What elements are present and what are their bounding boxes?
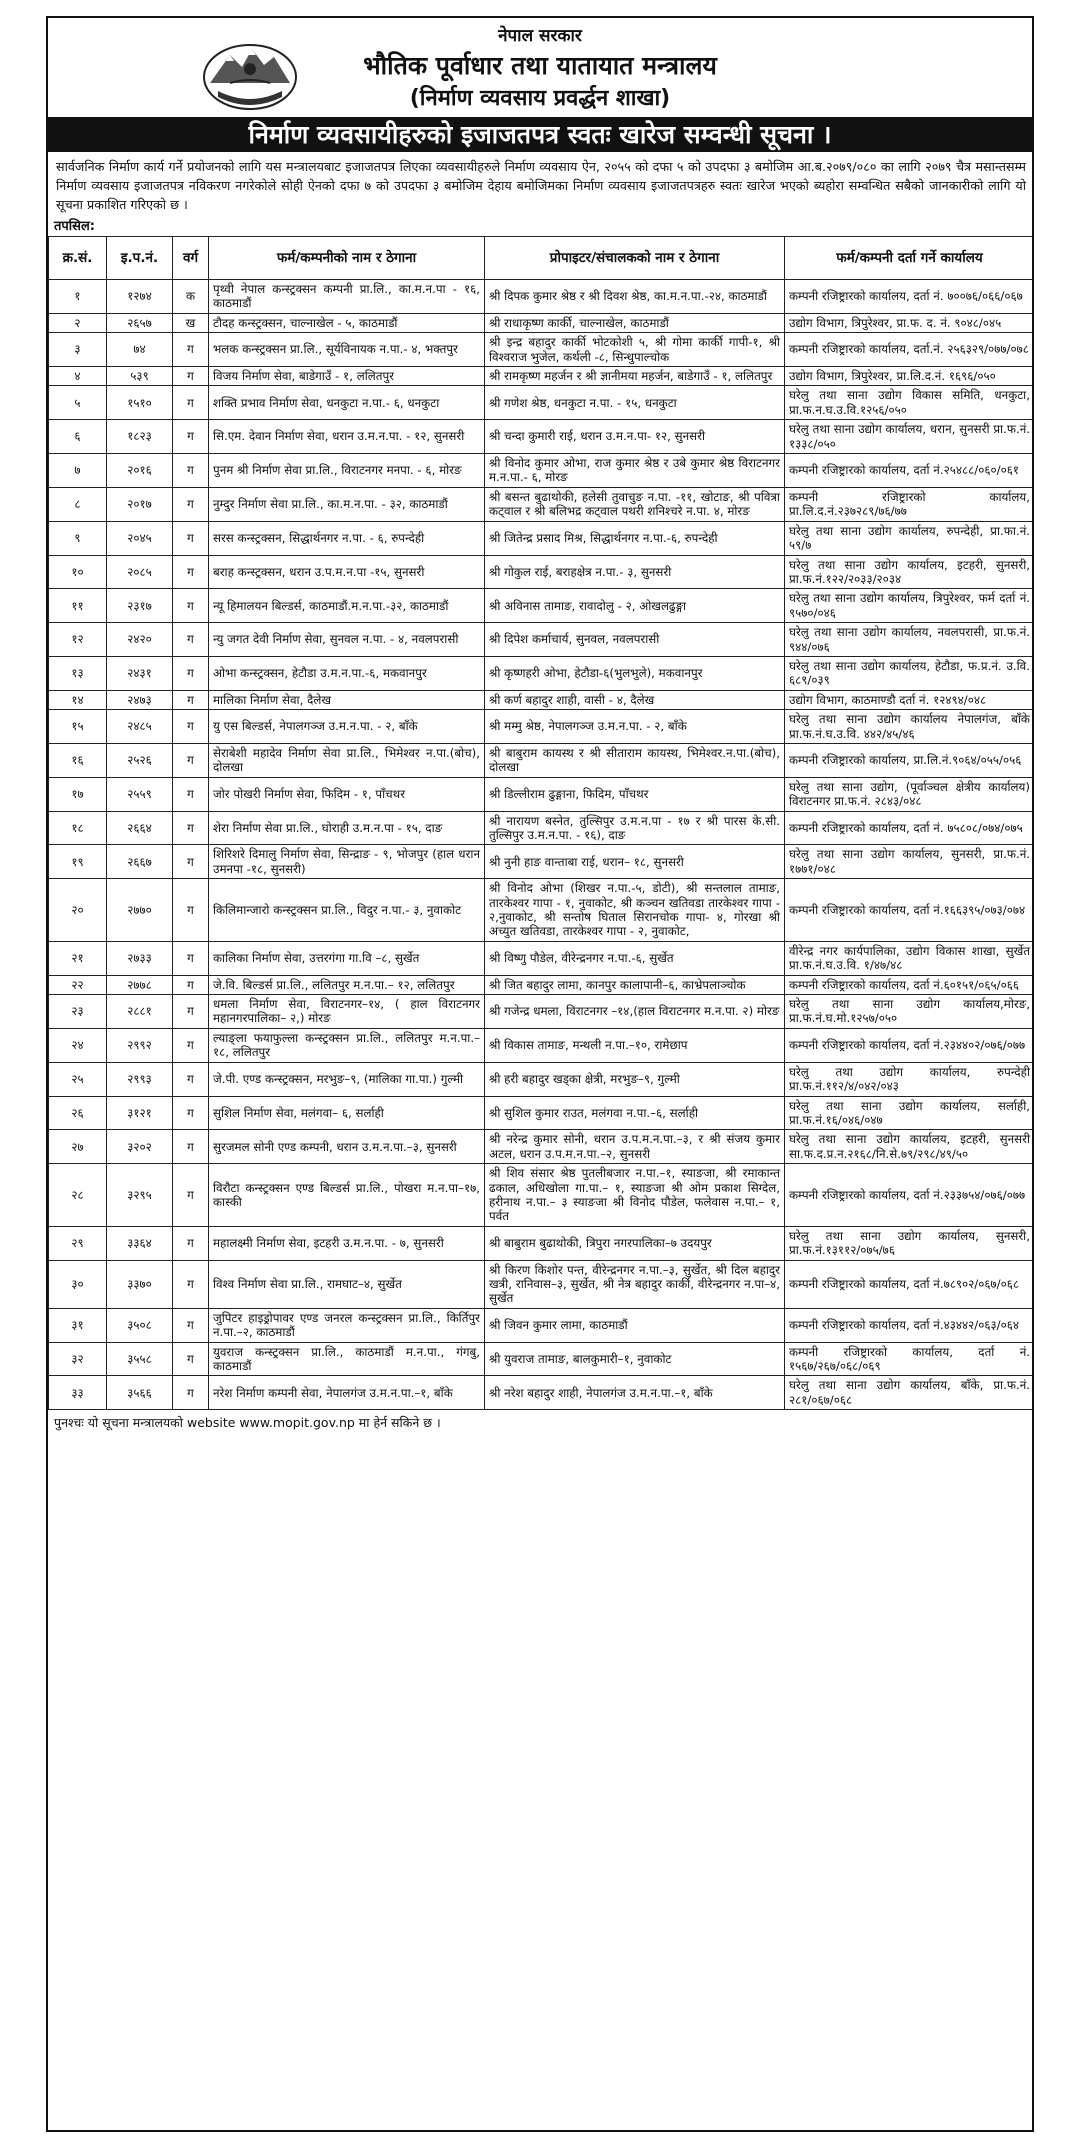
class-cell: ग: [173, 777, 209, 811]
licence-number-cell: २४२०: [107, 623, 173, 657]
office-cell: कम्पनी रजिष्ट्रारको कार्यालय, दर्ता नं.१६६३९५/०७३/०७४: [785, 879, 1035, 942]
government-name: नेपाल सरकार: [498, 26, 582, 46]
proprietor-cell: श्री गजेन्द्र धमला, विराटनगर –१४,(हाल विराटनगर म.न.पा. २) मोरङ: [485, 995, 785, 1029]
office-cell: कम्पनी रजिष्ट्रारको कार्यालय, दर्ता नं.६०१५१/०६५/०६६: [785, 975, 1035, 994]
licence-number-cell: ३५५८: [107, 1342, 173, 1376]
office-cell: घरेलु तथा साना उद्योग कार्यालय, इटहरी, सुनसरी, प्रा.फ.नं.१२२/२०३३/२०३४: [785, 555, 1035, 589]
licence-number-cell: २४८५: [107, 710, 173, 744]
class-cell: ग: [173, 710, 209, 744]
table-row: [49, 555, 1035, 589]
proprietor-cell: श्री विकास तामाङ, मन्थली न.पा.–१०, रामेछाप: [485, 1028, 785, 1062]
office-cell: घरेलु तथा साना उद्योग कार्यालय,मोरङ, प्रा.फ.नं.घ.मो.१२५७/०५०: [785, 995, 1035, 1029]
licence-number-cell: ३५०८: [107, 1308, 173, 1342]
serial-cell: ३: [49, 333, 107, 367]
class-cell: ग: [173, 1342, 209, 1376]
table-row: [49, 845, 1035, 879]
proprietor-cell: श्री जितेन्द्र प्रसाद मिश्र, सिद्धार्थनगर न.पा.-६, रुपन्देही: [485, 521, 785, 555]
serial-cell: १: [49, 280, 107, 314]
office-cell: घरेलु तथा साना उद्योग विकास समिति, धनकुटा, प्रा.फ.न.घ.उ.वि.१२५६/०५०: [785, 386, 1035, 420]
cancelled-licence-table: [48, 236, 1034, 1410]
firm-cell: मालिका निर्माण सेवा, दैलेख: [209, 690, 485, 709]
firm-cell: जोर पोखरी निर्माण सेवा, फिदिम - १, पाँचथर: [209, 777, 485, 811]
licence-number-cell: १५१०: [107, 386, 173, 420]
table-row: [49, 1096, 1035, 1130]
office-cell: कम्पनी रजिष्ट्रारको कार्यालय, प्रा.लि.नं.९०६४/०५५/०५६: [785, 743, 1035, 777]
proprietor-cell: श्री नरेन्द्र कुमार सोनी, धरान उ.प.म.न.पा.–३, र श्री संजय कुमार अटल, धरान उ.प.म.न.पा.–२, सुनसरी: [485, 1130, 785, 1164]
office-cell: घरेलु तथा साना उद्योग कार्यालय, सर्लाही, प्रा.फ.नं.१६/०४६/०४७: [785, 1096, 1035, 1130]
serial-cell: ३०: [49, 1260, 107, 1308]
office-cell: कम्पनी रजिष्ट्रारको कार्यालय, दर्ता नं.७८९०२/०६७/०६८: [785, 1260, 1035, 1308]
office-cell: घरेलु तथा साना उद्योग कार्यालय नेपालगंज, बाँके प्रा.फ.नं.घ.उ.वि. ४४२/४५/४६: [785, 710, 1035, 744]
firm-cell: जे.पी. एण्ड कन्स्ट्रक्सन, मरभुङ–९, (मालिका गा.पा.) गुल्मी: [209, 1062, 485, 1096]
proprietor-cell: श्री राधाकृष्ण कार्की, चाल्नाखेल, काठमाडौं: [485, 313, 785, 332]
table-row: [49, 1028, 1035, 1062]
firm-cell: सुरजमल सोनी एण्ड कम्पनी, धरान उ.म.न.पा.–३, सुनसरी: [209, 1130, 485, 1164]
serial-cell: ३२: [49, 1342, 107, 1376]
office-cell: कम्पनी रजिष्ट्रारको कार्यालय, दर्ता नं.२५४८८/०६०/०६१: [785, 454, 1035, 488]
class-cell: ग: [173, 589, 209, 623]
licence-number-cell: ३३७०: [107, 1260, 173, 1308]
class-cell: ग: [173, 1376, 209, 1410]
table-row: [49, 386, 1035, 420]
proprietor-cell: श्री कर्ण बहादुर शाही, वासी - ४, दैलेख: [485, 690, 785, 709]
office-cell: कम्पनी रजिष्ट्रारको कार्यालय, दर्ता.नं. २५६३२९/०७७/०७८: [785, 333, 1035, 367]
column-header-proprietor: प्रोपाइटर/संचालकको नाम र ठेगाना: [485, 237, 785, 280]
licence-number-cell: २७७०: [107, 879, 173, 942]
serial-cell: ४: [49, 367, 107, 386]
serial-cell: ९: [49, 521, 107, 555]
table-row: [49, 313, 1035, 332]
licence-number-cell: २०८५: [107, 555, 173, 589]
office-cell: कम्पनी रजिष्ट्रारको कार्यालय, दर्ता नं.२३३७५४/०७६/०७७: [785, 1164, 1035, 1227]
firm-cell: विरौटा कन्स्ट्रक्सन एण्ड बिल्डर्स प्रा.लि., पोखरा म.न.पा–१७, कास्की: [209, 1164, 485, 1227]
column-header-licence-no: इ.प.नं.: [107, 237, 173, 280]
licence-number-cell: २६६४: [107, 811, 173, 845]
serial-cell: १७: [49, 777, 107, 811]
firm-cell: विजय निर्माण सेवा, बाडेगाउँ - १, ललितपुर: [209, 367, 485, 386]
column-header-firm: फर्म/कम्पनीको नाम र ठेगाना: [209, 237, 485, 280]
table-row: [49, 333, 1035, 367]
serial-cell: २६: [49, 1096, 107, 1130]
proprietor-cell: श्री सुशिल कुमार राउत, मलंगवा न.पा.–६, सर्लाही: [485, 1096, 785, 1130]
licence-number-cell: ३२९५: [107, 1164, 173, 1227]
office-cell: उद्योग विभाग, काठमाण्डौ दर्ता नं. १२४९४/०४८: [785, 690, 1035, 709]
office-cell: उद्योग विभाग, त्रिपुरेश्वर, प्रा.फ. द. नं. ९०४८/०४५: [785, 313, 1035, 332]
office-cell: वीरेन्द्र नगर कार्यपालिका, उद्योग विकास शाखा, सुर्खेत प्रा.फ.नं.घ.उ.वि. १/४७/४८: [785, 941, 1035, 975]
firm-cell: नरेश निर्माण कम्पनी सेवा, नेपालगंज उ.म.न.पा.–१, बाँके: [209, 1376, 485, 1410]
proprietor-cell: श्री बाबुराम कायस्थ र श्री सीताराम कायस्थ, भिमेश्वर.न.पा.(बोच), दोलखा: [485, 743, 785, 777]
serial-cell: ११: [49, 589, 107, 623]
serial-cell: २५: [49, 1062, 107, 1096]
column-header-office: फर्म/कम्पनी दर्ता गर्ने कार्यालय: [785, 237, 1035, 280]
serial-cell: १५: [49, 710, 107, 744]
serial-cell: ३१: [49, 1308, 107, 1342]
class-cell: ग: [173, 690, 209, 709]
class-cell: ग: [173, 1226, 209, 1260]
licence-number-cell: २९९३: [107, 1062, 173, 1096]
table-row: [49, 656, 1035, 690]
office-cell: घरेलु तथा उद्योग कार्यालय, रुपन्देही प्रा.फ.नं.११२/४/०४२/०४३: [785, 1062, 1035, 1096]
proprietor-cell: श्री विनोद ओभा (शिखर न.पा.-५, डोटी), श्री सन्तलाल तामाङ, तारकेश्वर गापा - १, नुवाकोट, श्री कञ्चन खतिवडा तारकेश्वर गापा - २,नुवाकोट, श्री सन्तोष घिताल सिरानचोक गापा- ४, गोरखा श्री अच्युत खतिवडा, तारकेश्वर गापा - २, नुवाकोट,: [485, 879, 785, 942]
table-row: [49, 1062, 1035, 1096]
serial-cell: २४: [49, 1028, 107, 1062]
firm-cell: पुनम श्री निर्माण सेवा प्रा.लि., विराटनगर मनपा. - ६, मोरङ: [209, 454, 485, 488]
firm-cell: यु एस बिल्डर्स, नेपालगञ्ज उ.म.न.पा. - २, बाँके: [209, 710, 485, 744]
class-cell: ग: [173, 879, 209, 942]
column-header-class: वर्ग: [173, 237, 209, 280]
proprietor-cell: श्री नुनी हाङ वान्ताबा राई, धरान– १८, सुनसरी: [485, 845, 785, 879]
proprietor-cell: श्री अविनास तामाङ, रावादोलु - २, ओखलढुङ्गा: [485, 589, 785, 623]
table-row: [49, 743, 1035, 777]
licence-number-cell: २७३३: [107, 941, 173, 975]
proprietor-cell: श्री रामकृष्ण महर्जन र श्री ज्ञानीमया महर्जन, बाडेगाउँ - १, ललितपुर: [485, 367, 785, 386]
serial-cell: १३: [49, 656, 107, 690]
proprietor-cell: श्री कृष्णहरी ओभा, हेटौडा-६(भुलभुले), मकवानपुर: [485, 656, 785, 690]
table-row: [49, 1342, 1035, 1376]
table-row: [49, 777, 1035, 811]
proprietor-cell: श्री मम्मु श्रेष्ठ, नेपालगञ्ज उ.म.न.पा. - २, बाँके: [485, 710, 785, 744]
proprietor-cell: श्री युवराज तामाङ, बालकुमारी–१, नुवाकोट: [485, 1342, 785, 1376]
class-cell: ख: [173, 313, 209, 332]
class-cell: ग: [173, 555, 209, 589]
class-cell: ग: [173, 487, 209, 521]
notice-sheet: [46, 16, 1034, 2132]
serial-cell: ३३: [49, 1376, 107, 1410]
licence-number-cell: २५५९: [107, 777, 173, 811]
class-cell: ग: [173, 420, 209, 454]
licence-number-cell: २५२६: [107, 743, 173, 777]
notice-header: [48, 18, 1032, 117]
proprietor-cell: श्री जित बहादुर लामा, कानपुर कालापानी–६, काभ्रेपलाञ्चोक: [485, 975, 785, 994]
branch-name: (निर्माण व्यवसाय प्रवर्द्धन शाखा): [409, 86, 671, 111]
table-row: [49, 521, 1035, 555]
firm-cell: ल्याङ्ला फयाफुल्ला कन्स्ट्रक्सन प्रा.लि., ललितपुर म.न.पा.–१८, ललितपुर: [209, 1028, 485, 1062]
table-row: [49, 975, 1035, 994]
proprietor-cell: श्री चन्दा कुमारी राई, धरान उ.म.न.पा- १२, सुनसरी: [485, 420, 785, 454]
firm-cell: युवराज कन्स्ट्रक्सन प्रा.लि., काठमाडौं म.न.पा., गंगबु, काठमाडौं: [209, 1342, 485, 1376]
class-cell: ग: [173, 811, 209, 845]
serial-cell: १२: [49, 623, 107, 657]
licence-number-cell: ३३६४: [107, 1226, 173, 1260]
serial-cell: २३: [49, 995, 107, 1029]
office-cell: कम्पनी रजिष्ट्रारको कार्यालय, प्रा.लि.द.नं.२३७२८९/७६/७७: [785, 487, 1035, 521]
licence-number-cell: २०१७: [107, 487, 173, 521]
class-cell: ग: [173, 941, 209, 975]
serial-cell: ६: [49, 420, 107, 454]
notice-title: निर्माण व्यवसायीहरुको इजाजतपत्र स्वतः खारेज सम्वन्धी सूचना ।: [48, 117, 1032, 152]
licence-number-cell: १८२३: [107, 420, 173, 454]
office-cell: घरेलु तथा साना उद्योग कार्यालय, सुनसरी, प्रा.फ.नं.१३११२/०७५/७६: [785, 1226, 1035, 1260]
serial-cell: ८: [49, 487, 107, 521]
firm-cell: किलिमान्जारो कन्स्ट्रक्सन प्रा.लि., विदुर न.पा.- ३, नुवाकोट: [209, 879, 485, 942]
proprietor-cell: श्री बाबुराम बुढाथोकी, त्रिपुरा नगरपालिका–७ उदयपुर: [485, 1226, 785, 1260]
serial-cell: २८: [49, 1164, 107, 1227]
office-cell: कम्पनी रजिष्ट्रारको कार्यालय, दर्ता नं.२३४४०२/०७६/०७७: [785, 1028, 1035, 1062]
table-row: [49, 1260, 1035, 1308]
licence-number-cell: २९९२: [107, 1028, 173, 1062]
class-cell: ग: [173, 845, 209, 879]
proprietor-cell: श्री बसन्त बुढाथोकी, हलेसी तुवाचुङ न.पा. -११, खोटाङ, श्री पवित्रा कट्वाल र श्री बलिभद्र कट्वाल पथरी शनिश्चरे न.पा. ४, मोरङ: [485, 487, 785, 521]
table-row: [49, 710, 1035, 744]
table-header-row: [49, 237, 1035, 280]
licence-number-cell: ३१२१: [107, 1096, 173, 1130]
licence-number-cell: २८८१: [107, 995, 173, 1029]
firm-cell: महालक्ष्मी निर्माण सेवा, इटहरी उ.म.न.पा. - ७, सुनसरी: [209, 1226, 485, 1260]
class-cell: ग: [173, 1260, 209, 1308]
firm-cell: जे.वि. बिल्डर्स प्रा.लि., ललितपुर म.न.पा.– १२, ललितपुर: [209, 975, 485, 994]
table-row: [49, 1376, 1035, 1410]
serial-cell: २१: [49, 941, 107, 975]
firm-cell: बराह कन्स्ट्रक्सन, धरान उ.प.म.न.पा -१५, सुनसरी: [209, 555, 485, 589]
class-cell: ग: [173, 1130, 209, 1164]
office-cell: घरेलु तथा साना उद्योग कार्यालय, सुनसरी, प्रा.फ.नं. १७७१/०४८: [785, 845, 1035, 879]
firm-cell: न्यु जगत देवी निर्माण सेवा, सुनवल न.पा. - ४, नवलपरासी: [209, 623, 485, 657]
office-cell: कम्पनी रजिष्ट्रारको कार्यालय, दर्ता नं. ७५८०८/०७४/०७५: [785, 811, 1035, 845]
firm-cell: शेरा निर्माण सेवा प्रा.लि., घोराही उ.म.न.पा - १५, दाङ: [209, 811, 485, 845]
firm-cell: पृथ्वी नेपाल कन्स्ट्रक्सन कम्पनी प्रा.लि., का.म.न.पा - १६, काठमाडौं: [209, 280, 485, 314]
footnote: पुनश्चः यो सूचना मन्त्रालयको website www.mopit.gov.np मा हेर्न सकिने छ ।: [54, 1415, 441, 1431]
firm-cell: न्यू हिमालयन बिल्डर्स, काठमाडौं.म.न.पा.-३२, काठमाडौं: [209, 589, 485, 623]
serial-cell: १४: [49, 690, 107, 709]
class-cell: ग: [173, 367, 209, 386]
office-cell: घरेलु तथा साना उद्योग कार्यालय, बाँके, प्रा.फ.नं. २८१/०६७/०६८: [785, 1376, 1035, 1410]
proprietor-cell: श्री विष्णु पौडेल, वीरेन्द्रनगर न.पा.-६, सुर्खेत: [485, 941, 785, 975]
class-cell: ग: [173, 995, 209, 1029]
proprietor-cell: श्री हरी बहादुर खड्का क्षेत्री, मरभुङ–९, गुल्मी: [485, 1062, 785, 1096]
firm-cell: कालिका निर्माण सेवा, उत्तरगंगा गा.वि –८, सुर्खेत: [209, 941, 485, 975]
firm-cell: सुशिल निर्माण सेवा, मलंगवा– ६, सर्लाही: [209, 1096, 485, 1130]
class-cell: ग: [173, 1096, 209, 1130]
licence-number-cell: २६५७: [107, 313, 173, 332]
class-cell: ग: [173, 743, 209, 777]
class-cell: ग: [173, 521, 209, 555]
serial-cell: २२: [49, 975, 107, 994]
proprietor-cell: श्री गणेश श्रेष्ठ, धनकुटा न.पा. - १५, धनकुटा: [485, 386, 785, 420]
table-row: [49, 454, 1035, 488]
class-cell: ग: [173, 656, 209, 690]
proprietor-cell: श्री नरेश बहादुर शाही, नेपालगंज उ.म.न.पा.–१, बाँके: [485, 1376, 785, 1410]
licence-number-cell: २३१७: [107, 589, 173, 623]
table-row: [49, 623, 1035, 657]
office-cell: घरेलु तथा साना उद्योग कार्यालय, त्रिपुरेश्वर, फर्म दर्ता नं. ९५७०/०४६: [785, 589, 1035, 623]
serial-cell: १६: [49, 743, 107, 777]
table-row: [49, 1226, 1035, 1260]
proprietor-cell: श्री शिव संसार श्रेष्ठ पुतलीबजार न.पा.–१, स्याङजा, श्री रमाकान्त ढकाल, अधिखोला गा.पा.– १, स्याङजा श्री ओम प्रकाश सिग्देल, हरीनाथ न.पा.– ३ स्याङजा श्री विनोद पौडेल, फलेवास न.पा.– १, पर्वत: [485, 1164, 785, 1227]
class-cell: ग: [173, 454, 209, 488]
serial-cell: २०: [49, 879, 107, 942]
class-cell: ग: [173, 623, 209, 657]
class-cell: ग: [173, 975, 209, 994]
table-row: [49, 690, 1035, 709]
firm-cell: शिरिशरे दिमालु निर्माण सेवा, सिन्द्राङ - ९, भोजपुर (हाल धरान उमनपा -१८, सुनसरी): [209, 845, 485, 879]
table-row: [49, 367, 1035, 386]
office-cell: घरेलु तथा साना उद्योग, (पूर्वाञ्चल क्षेत्रीय कार्यालय) विराटनगर प्रा.फ.नं. २८४३/०४८: [785, 777, 1035, 811]
office-cell: घरेलु तथा साना उद्योग कार्यालय, हेटौडा, फ.प्र.नं. उ.वि. ६८९/०३९: [785, 656, 1035, 690]
class-cell: ग: [173, 386, 209, 420]
details-label: तपसिल:: [54, 219, 95, 234]
class-cell: ग: [173, 1308, 209, 1342]
firm-cell: ओभा कन्स्ट्रक्सन, हेटौडा उ.म.न.पा.-६, मकवानपुर: [209, 656, 485, 690]
proprietor-cell: श्री विनोद कुमार ओभा, राज कुमार श्रेष्ठ र उबे कुमार श्रेष्ठ विराटनगर म.न.पा.- ६, मोरङ: [485, 454, 785, 488]
table-row: [49, 1164, 1035, 1227]
serial-cell: १८: [49, 811, 107, 845]
class-cell: ग: [173, 333, 209, 367]
licence-number-cell: २०४५: [107, 521, 173, 555]
licence-number-cell: २४७३: [107, 690, 173, 709]
licence-number-cell: ३२०२: [107, 1130, 173, 1164]
proprietor-cell: श्री दिपेश कर्माचार्य, सुनवल, नवलपरासी: [485, 623, 785, 657]
class-cell: ग: [173, 1028, 209, 1062]
class-cell: ग: [173, 1062, 209, 1096]
serial-cell: ७: [49, 454, 107, 488]
column-header-serial: क्र.सं.: [49, 237, 107, 280]
firm-cell: धमला निर्माण सेवा, विराटनगर–१४, ( हाल विराटनगर महानगरपालिका– २,) मोरङ: [209, 995, 485, 1029]
table-row: [49, 487, 1035, 521]
office-cell: घरेलु तथा साना उद्योग कार्यालय, इटहरी, सुनसरी सा.फ.द.प्र.न.२१६८/नि.से.७९/२९८/४९/५०: [785, 1130, 1035, 1164]
licence-number-cell: २७७८: [107, 975, 173, 994]
firm-cell: भलक कन्स्ट्रक्सन प्रा.लि., सूर्यविनायक न.पा.- ४, भक्तपुर: [209, 333, 485, 367]
licence-number-cell: ५३९: [107, 367, 173, 386]
proprietor-cell: श्री इन्द्र बहादुर कार्की भोटकोशी ५, श्री गोमा कार्की गापी-१, श्री विश्वराज भुजेल, कर्थली -८, सिन्धुपाल्चोक: [485, 333, 785, 367]
licence-number-cell: २०१६: [107, 454, 173, 488]
class-cell: ग: [173, 1164, 209, 1227]
firm-cell: सि.एम. देवान निर्माण सेवा, धरान उ.म.न.पा. - १२, सुनसरी: [209, 420, 485, 454]
firm-cell: सरस कन्स्ट्रक्सन, सिद्धार्थनगर न.पा. - ६, रुपन्देही: [209, 521, 485, 555]
table-row: [49, 811, 1035, 845]
licence-number-cell: २६६७: [107, 845, 173, 879]
licence-number-cell: ३५६६: [107, 1376, 173, 1410]
serial-cell: ५: [49, 386, 107, 420]
licence-number-cell: १२७४: [107, 280, 173, 314]
table-row: [49, 995, 1035, 1029]
table-body: [49, 280, 1035, 1410]
office-cell: कम्पनी रजिष्ट्रारको कार्यालय, दर्ता नं. ७००७६/०६६/०६७: [785, 280, 1035, 314]
table-row: [49, 589, 1035, 623]
serial-cell: २: [49, 313, 107, 332]
proprietor-cell: श्री नारायण बस्नेत, तुल्सिपुर उ.म.न.पा - १७ र श्री पारस के.सी. तुल्सिपुर उ.म.न.पा. - १६), दाङ: [485, 811, 785, 845]
firm-cell: टौदह कन्स्ट्रक्सन, चाल्नाखेल - ५, काठमाडौं: [209, 313, 485, 332]
licence-number-cell: २४३१: [107, 656, 173, 690]
serial-cell: १९: [49, 845, 107, 879]
table-row: [49, 879, 1035, 942]
proprietor-cell: श्री जिवन कुमार लामा, काठमाडौं: [485, 1308, 785, 1342]
office-cell: घरेलु तथा साना उद्योग कार्यालय, नवलपरासी, प्रा.फ.नं. ९४४/०७६: [785, 623, 1035, 657]
licence-number-cell: ७४: [107, 333, 173, 367]
office-cell: कम्पनी रजिष्ट्रारको कार्यालय, दर्ता नं.४३४४२/०६३/०६४: [785, 1308, 1035, 1342]
office-cell: घरेलु तथा साना उद्योग कार्यालय, धरान, सुनसरी प्रा.फ.नं. १३३८/०५०: [785, 420, 1035, 454]
firm-cell: शक्ति प्रभाव निर्माण सेवा, धनकुटा न.पा.- ६, धनकुटा: [209, 386, 485, 420]
proprietor-cell: श्री डिल्लीराम ढुङ्गाना, फिदिम, पाँचथर: [485, 777, 785, 811]
serial-cell: २९: [49, 1226, 107, 1260]
firm-cell: नुम्दुर निर्माण सेवा प्रा.लि., का.म.न.पा. - ३२, काठमाडौं: [209, 487, 485, 521]
table-row: [49, 941, 1035, 975]
office-cell: घरेलु तथा साना उद्योग कार्यालय, रुपन्देही, प्रा.फा.नं. ५९/७: [785, 521, 1035, 555]
office-cell: उद्योग विभाग, त्रिपुरेश्वर, प्रा.लि.द.नं. १६९६/०५०: [785, 367, 1035, 386]
ministry-name: भौतिक पूर्वाधार तथा यातायात मन्त्रालय: [363, 51, 717, 80]
proprietor-cell: श्री दिपक कुमार श्रेष्ठ र श्री दिवश श्रेष्ठ, का.म.न.पा.-२४, काठमाडौं: [485, 280, 785, 314]
firm-cell: सेराबेशी महादेव निर्माण सेवा प्रा.लि., भिमेश्वर न.पा.(बोच), दोलखा: [209, 743, 485, 777]
table-row: [49, 1130, 1035, 1164]
office-cell: कम्पनी रजिष्ट्रारको कार्यालय, दर्ता नं. १५६७/२६७/०६८/०६९: [785, 1342, 1035, 1376]
firm-cell: जुपिटर हाइड्रोपावर एण्ड जनरल कन्स्ट्रक्सन प्रा.लि., किर्तिपुर न.पा.–२, काठमाडौं: [209, 1308, 485, 1342]
class-cell: क: [173, 280, 209, 314]
table-row: [49, 1308, 1035, 1342]
firm-cell: विश्व निर्माण सेवा प्रा.लि., रामघाट–४, सुर्खेत: [209, 1260, 485, 1308]
table-row: [49, 280, 1035, 314]
proprietor-cell: श्री गोकुल राई, बराहक्षेत्र न.पा.- ३, सुनसरी: [485, 555, 785, 589]
serial-cell: २७: [49, 1130, 107, 1164]
table-row: [49, 420, 1035, 454]
intro-paragraph: सार्वजनिक निर्माण कार्य गर्ने प्रयोजनको लागि यस मन्त्रालयबाट इजाजतपत्र लिएका व्यवसायीहरुले निर्माण व्यवसाय ऐन, २०५५ को दफा ५ को उपदफा ३ बमोजिम आ.ब.२०७९/०८० का लागि २०७९ चैत्र मसान्तसम्म निर्माण व्यवसाय इजाजतपत्र नविकरण नगरेकोले सोही ऐनको दफा ७ को उपदफा ३ बमोजिम देहाय बमोजिमका निर्माण व्यवसाय इजाजतपत्रहरु स्वतः खारेज भएको ब्यहोरा सम्वन्धित सबैको जानकारीको लागि यो सूचना प्रकाशित गरिएको छ ।: [56, 159, 1026, 212]
proprietor-cell: श्री किरण किशोर पन्त, वीरेन्द्रनगर न.पा.–३, सुर्खेत, श्री दिल बहादुर खत्री, रानिवास–३, सुर्खेत, श्री नेत्र बहादुर कार्की, वीरेन्द्रनगर न.पा–४, सुर्खेत: [485, 1260, 785, 1308]
serial-cell: १०: [49, 555, 107, 589]
